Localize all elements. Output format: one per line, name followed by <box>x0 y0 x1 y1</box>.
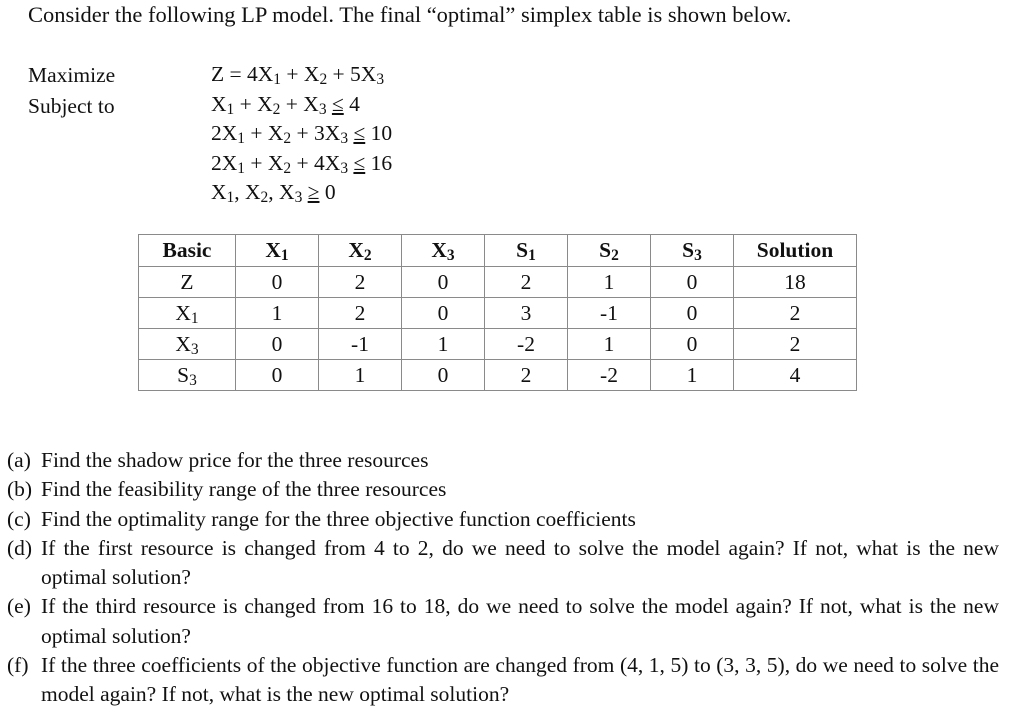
table-cell: 3 <box>485 298 568 329</box>
constraint-3: $2X_1 + X_2 + 4X_3 \le 16$ <box>211 150 393 177</box>
question-text: If the third resource is changed from 16 to 18, do we need to solve the model again? If not, what is the new optimal solution? <box>41 594 999 648</box>
table-cell: 1 <box>402 329 485 360</box>
objective-function: $Z = 4X_1 + X_2 + 5X_3$ <box>211 62 385 88</box>
column-header: $X_2$ <box>319 235 402 267</box>
lp-model <box>211 60 392 208</box>
table-cell: 1 <box>651 360 734 391</box>
table-cell: 0 <box>236 329 319 360</box>
model-labels <box>28 60 115 122</box>
table-cell: -2 <box>485 329 568 360</box>
table-cell: 0 <box>236 360 319 391</box>
basic-variable-cell: $S_3$ <box>139 360 236 391</box>
column-header: $X_1$ <box>236 235 319 267</box>
question-text: If the first resource is changed from 4 to 2, do we need to solve the model again? If not, what is the new optimal solution? <box>41 535 999 590</box>
question-list <box>7 446 999 710</box>
column-header: $S_2$ <box>568 235 651 267</box>
table-cell: -2 <box>568 360 651 391</box>
intro-text: Consider the following LP model. The final “optimal” simplex table is shown below. <box>28 2 792 27</box>
table-cell: 2 <box>734 329 857 360</box>
question-label: (e) <box>7 594 31 619</box>
question-c <box>7 505 999 534</box>
table-cell: 0 <box>402 298 485 329</box>
table-cell: 1 <box>568 329 651 360</box>
constraint-2: $2X_1 + X_2 + 3X_3 \le 10$ <box>211 121 393 147</box>
table-cell: 2 <box>734 298 857 329</box>
simplex-table <box>138 234 857 391</box>
column-header: Basic <box>139 235 236 267</box>
table-cell: -1 <box>319 329 402 360</box>
table-cell: 0 <box>236 267 319 298</box>
table-cell: 4 <box>734 360 857 391</box>
nonnegativity-constraint: $X_1$, $X_2$, $X_3 \ge 0$ <box>211 180 336 206</box>
table-cell: 0 <box>651 298 734 329</box>
table-cell: 1 <box>319 360 402 391</box>
question-label: (a) <box>7 448 31 472</box>
table-cell: 2 <box>485 267 568 298</box>
basic-variable-cell: Z <box>139 267 236 298</box>
question-d <box>7 534 999 593</box>
question-text: Find the feasibility range of the three resources <box>41 477 447 502</box>
table-cell: 0 <box>651 267 734 298</box>
question-e <box>7 592 999 651</box>
table-cell: 0 <box>651 329 734 360</box>
column-header: $S_1$ <box>485 235 568 267</box>
table-cell: 1 <box>568 267 651 298</box>
table-cell: 0 <box>402 267 485 298</box>
table-cell: -1 <box>568 298 651 329</box>
question-label: (d) <box>7 535 33 560</box>
maximize-label: Maximize <box>28 63 116 87</box>
table-cell: 2 <box>319 267 402 298</box>
table-cell: 0 <box>402 360 485 391</box>
subject-to-label: Subject to <box>28 94 115 118</box>
table-row <box>139 267 857 298</box>
question-text: If the three coefficients of the objective function are changed from (4, 1, 5) to (3, 3, 5), do we need to solve the model again? If not, what is the new optimal solution? <box>41 653 999 707</box>
question-f <box>7 651 999 710</box>
table-cell: 18 <box>734 267 857 298</box>
table-row <box>139 329 857 360</box>
basic-variable-cell: $X_3$ <box>139 329 236 360</box>
question-label: (b) <box>7 477 33 502</box>
question-text: Find the optimality range for the three objective function coefficients <box>41 506 636 531</box>
question-a <box>7 446 999 475</box>
question-label: (c) <box>7 506 31 531</box>
table-row <box>139 298 857 329</box>
column-header: $X_3$ <box>402 235 485 267</box>
table-cell: 1 <box>236 298 319 329</box>
question-text: Find the shadow price for the three resources <box>41 448 429 472</box>
basic-variable-cell: $X_1$ <box>139 298 236 329</box>
table-row <box>139 360 857 391</box>
constraint-1: $X_1 + X_2 + X_3 \le 4$ <box>211 91 360 118</box>
table-header-row <box>139 235 857 267</box>
question-label: (f) <box>7 653 29 678</box>
table-cell: 2 <box>485 360 568 391</box>
table-cell: 2 <box>319 298 402 329</box>
question-b <box>7 475 999 504</box>
column-header: $S_3$ <box>651 235 734 267</box>
column-header: Solution <box>734 235 857 267</box>
